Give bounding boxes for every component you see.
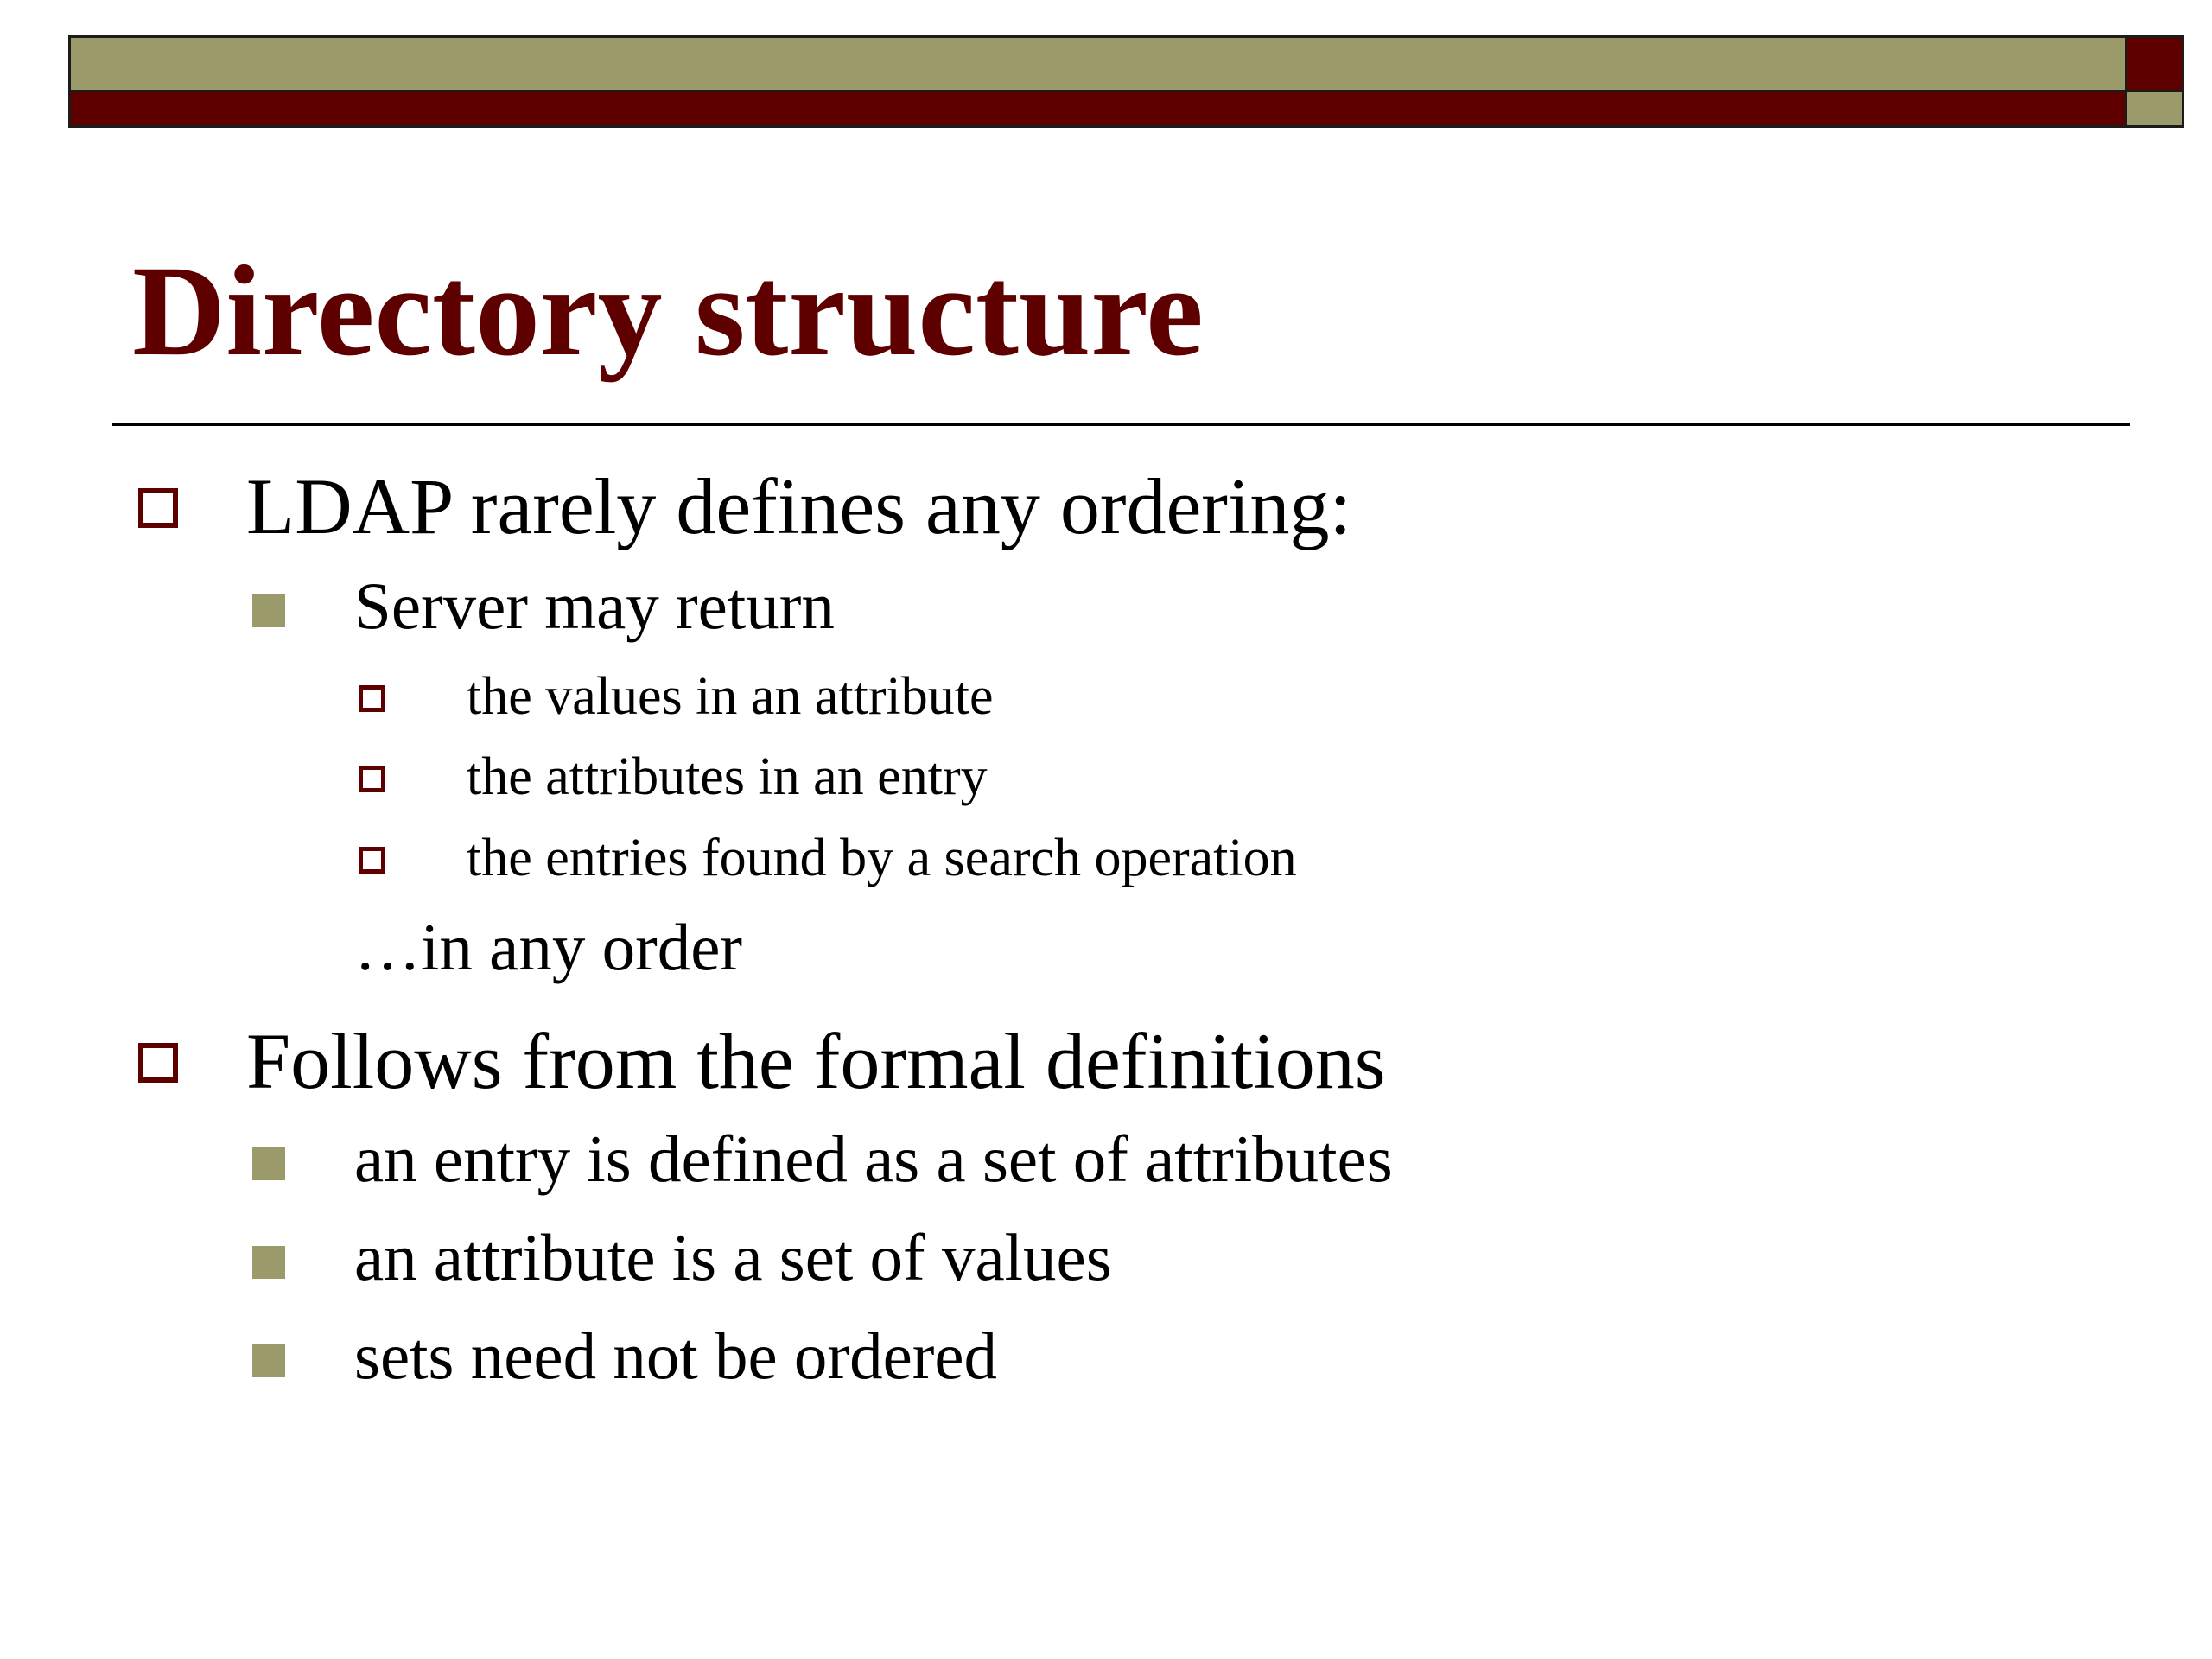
bullet-entry-set-of-attributes: an entry is defined as a set of attributes [354,1122,1393,1196]
title-divider [112,423,2130,426]
hollow-square-bullet-icon [359,766,385,792]
hollow-square-bullet-icon [138,1043,178,1083]
header-band-olive [68,35,2127,92]
header-corner-red-square [2127,35,2184,92]
header-band-red [68,92,2127,128]
slide-title: Directory structure [132,239,1204,383]
solid-square-bullet-icon [252,1147,285,1180]
bullet-sets-not-ordered: sets need not be ordered [354,1319,998,1393]
solid-square-bullet-icon [252,1246,285,1279]
bullet-attributes-in-entry: the attributes in an entry [467,747,988,806]
bullet-server-may-return: Server may return [354,569,835,643]
bullet-entries-found-by-search: the entries found by a search operation [467,829,1297,887]
hollow-square-bullet-icon [359,847,385,874]
hollow-square-bullet-icon [138,488,178,528]
bullet-formal-definitions: Follows from the formal definitions [246,1017,1386,1105]
hollow-square-bullet-icon [359,685,385,712]
bullet-attribute-set-of-values: an attribute is a set of values [354,1220,1112,1294]
bullet-ldap-ordering: LDAP rarely defines any ordering: [246,462,1352,550]
solid-square-bullet-icon [252,1344,285,1377]
continuation-in-any-order: …in any order [354,910,743,984]
solid-square-bullet-icon [252,594,285,627]
header-corner-olive-square [2127,92,2184,128]
bullet-values-in-attribute: the values in an attribute [467,667,994,726]
